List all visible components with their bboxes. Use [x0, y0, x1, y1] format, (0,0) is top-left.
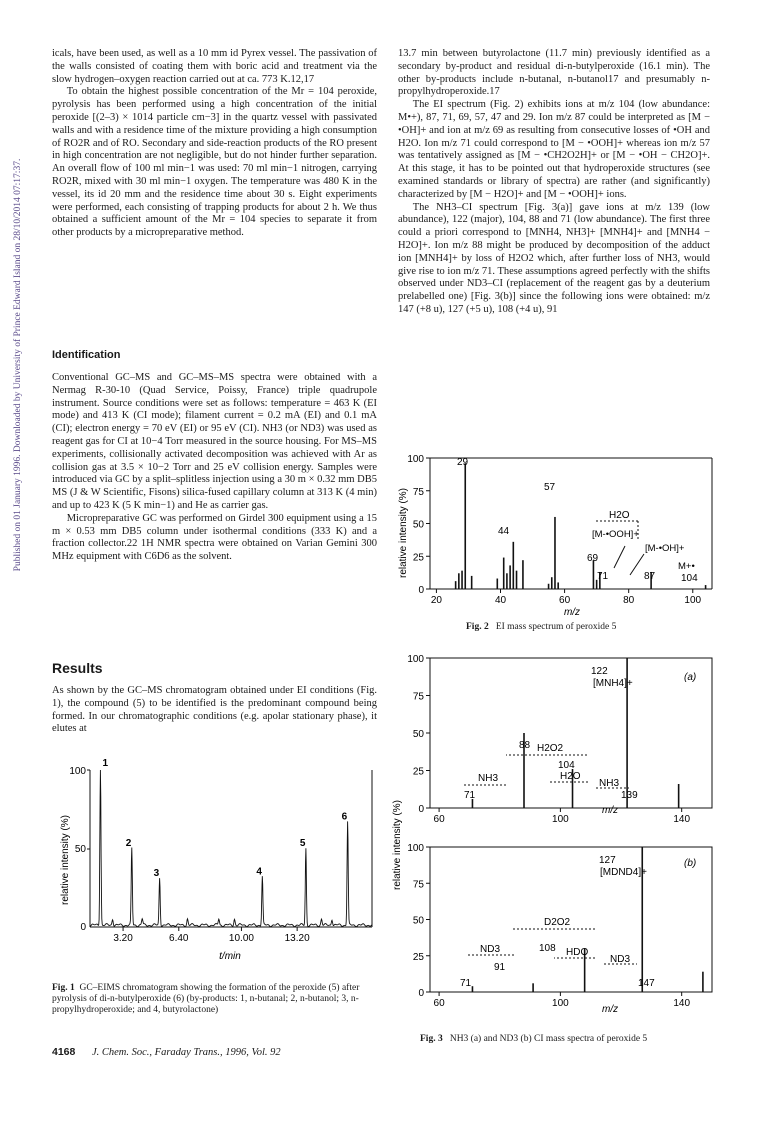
fig3b-nd3-left-label: ND3 [480, 944, 501, 955]
fig3a-mz-139: 139 [621, 790, 638, 801]
fig2-mz-87-label: 87 [644, 571, 656, 582]
ytick-label: 50 [412, 915, 424, 927]
fig3a-h2o2-label: H2O2 [537, 743, 564, 754]
fig1-ytick: 100 [69, 766, 86, 777]
ytick-label: 100 [407, 654, 424, 665]
fig1-xtick-label: 6.40 [169, 933, 189, 944]
journal-citation: J. Chem. Soc., Faraday Trans., 1996, Vol. 92 [91, 1047, 281, 1058]
fig2-ylabel: relative intensity (%) [398, 487, 409, 579]
paragraph: To obtain the highest possible concentration of the Mr = 104 peroxide, pyrolysis has been performed using a high concentration of the initial peroxide [(2–3) × 1014 particle cm−3] in the quartz vessel with passivated walls and with a residence time of the mixture providing a high consumption of RO2R and of RO. Secondary and side-reaction products of the RO present in high concentration are not negligible, but do not hinder further separation. An overall flow of 100 ml min−1 was used: 70 ml min−1 nitrogen, carrying RO2R, mixed with 30 ml min−1 oxygen. The temperature was 480 K in the vessel, its id 20 mm and the residence time about 30 s. Eight experiments were performed, each consisting of trapping products for about 2 h. We thus obtained a sufficient amount of the Mr = 104 species to separate it from other products by a micropreparative method. [52, 86, 377, 239]
fig3-caption [420, 1034, 647, 1045]
fig3b-hdo-label: HDO [566, 947, 589, 958]
fig1-peak-label: 4 [256, 866, 262, 878]
left-column-identification [52, 372, 377, 564]
fig2-caption-text: EI mass spectrum of peroxide 5 [495, 622, 617, 632]
xtick-label: 100 [684, 595, 702, 606]
xtick-label: 140 [673, 814, 691, 825]
fig2-xlabel: m/z [563, 607, 581, 618]
fig3b-mz-91: 91 [494, 962, 506, 973]
ytick-label: 75 [412, 691, 424, 703]
fig3b-ion-label: [MDND4]+ [600, 867, 647, 878]
results-paragraph: As shown by the GC–MS chromatogram obtained under EI conditions (Fig. 1), the compound (5) to be identified is the predominant compound being formed. In our chromatographic conditions (e.g. apolar stationary phase), it elutes at [52, 685, 377, 735]
ytick-label: 100 [407, 454, 424, 465]
fig2-arrow [614, 546, 625, 568]
fig3a-nh3-left-label: NH3 [478, 773, 499, 784]
fig3a-mz-104: 104 [558, 760, 575, 771]
fig2-m-oh-label: [M-•OH]+ [645, 543, 685, 554]
xtick-label: 60 [433, 814, 445, 825]
fig3a-nh3-right-label: NH3 [599, 778, 620, 789]
ytick-label: 50 [412, 519, 424, 531]
ytick-label: 50 [412, 729, 424, 740]
fig3b-mz-127: 127 [599, 855, 616, 866]
ytick-label: 75 [412, 879, 424, 891]
ytick-label: 100 [407, 843, 424, 854]
fig2-xticks [431, 589, 702, 606]
fig3a-yticks [407, 654, 430, 815]
fig1-ylabel: relative intensity (%) [60, 814, 71, 906]
fig3b-bars [472, 847, 702, 992]
fig3b-mz-71: 71 [460, 978, 472, 989]
fig2-m-ooh-label: [M-•OOH]+ [592, 529, 639, 540]
fig2-caption [466, 622, 616, 633]
fig3a-mz-71: 71 [464, 790, 476, 801]
fig1-peak-label: 6 [341, 811, 348, 823]
ytick-label: 75 [412, 486, 424, 498]
right-column [398, 48, 710, 317]
ytick-label: 0 [418, 585, 424, 596]
paragraph: Conventional GC–MS and GC–MS–MS spectra were obtained with a Nermag R-30-10 (Quad Service, Poissy, France) triple quadrupole instrument. Source conditions were set as follows: temperature = 463 K (EI mode) and 413 K (CI mode); filament current = 0.2 mA (EI) and 0.1 mA (CI); electron energy = 70 eV (EI) or 95 eV (CI). NH3 (or ND3) was used as reagent gas for CI at 10−4 Torr measured in the source housing. For MS–MS experiments, collisionally activated decomposition was achieved with Ar as collision gas at 3.5 × 10−2 Torr and 25 eV collision energy. Samples were introduced via GC by a split–splitless injection using a 30 m × 0.32 mm DB5 MS (J & W Scientific, Fisons) silica-fused capillary column at 313 K (4 min) and up to 423 K (5 K min−1) and He as carrier gas. [52, 372, 377, 511]
fig1-peak-labels [102, 758, 347, 879]
fig2-ei-spectrum [382, 443, 722, 618]
fig1-peak-label: 3 [153, 867, 160, 879]
fig3b-xlabel: m/z [602, 1004, 619, 1015]
xtick-label: 20 [430, 595, 442, 606]
fig1-caption [52, 983, 377, 1016]
fig3-ylabel: relative intensity (%) [392, 799, 403, 891]
paragraph: 13.7 min between butyrolactone (11.7 min) previously identified as a secondary by-product and residual di-n-butylperoxide (16.1 min). The other by-products include n-butanal, n-butanol17 and presumably n-propylhydroperoxide.17 [398, 48, 710, 98]
fig3a-h2o-label: H2O [560, 771, 581, 782]
fig1-peak-label: 2 [125, 838, 132, 850]
ytick-label: 25 [412, 951, 424, 963]
fig1-caption-label: Fig. 1 [52, 983, 75, 993]
xtick-label: 80 [623, 595, 635, 606]
xtick-label: 100 [552, 998, 569, 1009]
fig2-mz-29-label: 29 [457, 457, 469, 468]
fig1-caption-text: GC–EIMS chromatogram showing the formation of the peroxide (5) after pyrolysis of di-n-butylperoxide (6) (by-products: 1, n-butanal; 2, n-butanol; 3, n-propylhydroperoxide; and 4, butyrolactone) [52, 983, 360, 1015]
fig2-caption-label: Fig. 2 [466, 622, 489, 632]
section-heading-identification: Identification [52, 349, 121, 361]
fig2-m-plus-label: M+• [678, 561, 695, 572]
fig3b-mz-108: 108 [539, 943, 556, 954]
ytick-label: 0 [418, 988, 424, 999]
xtick-label: 60 [559, 595, 571, 606]
fig3a-mz-88: 88 [519, 740, 531, 751]
fig3-caption-text: NH3 (a) and ND3 (b) CI mass spectra of peroxide 5 [449, 1034, 648, 1044]
ytick-label: 0 [418, 804, 424, 815]
fig2-h2o-label: H2O [609, 510, 630, 521]
fig2-mz-71-label: 71 [597, 571, 609, 582]
fig3b-xticks [434, 992, 691, 1009]
ytick-label: 25 [412, 766, 424, 778]
xtick-label: 40 [494, 595, 507, 606]
fig1-chromatogram [60, 745, 385, 977]
paragraph: The NH3–CI spectrum [Fig. 3(a)] gave ions at m/z 139 (low abundance), 122 (major), 104, 88 and 71 (low abundance). The first three could a priori correspond to [MNH4, NH3]+ [MNH4]+ and [MNH4 − H2O]+. Ion m/z 88 might be produced by decomposition of the adduct ion [MNH4]+ by loss of H2O2 which, after further loss of NH3, would give rise to ion m/z 71. These assumptions agreed perfectly with the shifts observed under ND3–CI (replacement of the reagent gas by a deuterium prelabelled one) [Fig. 3(b)] since the following ions were obtained: m/z 147 (+8 u), 127 (+5 u), 108 (+4 u), 91 [398, 201, 710, 315]
fig1-ytick: 50 [74, 844, 86, 855]
fig1-xtick-label: 10.00 [228, 933, 254, 944]
fig1-xtick-label: 13.20 [284, 933, 310, 944]
download-watermark [0, 0, 23, 740]
fig2-mz-57-label: 57 [544, 482, 556, 493]
fig3a-xticks [434, 808, 691, 825]
paragraph: Micropreparative GC was performed on Girdel 300 equipment using a 15 m × 0.53 mm DB5 column under isothermal conditions (333 K) and a fraction collector.22 1H NMR spectra were obtained on Varian Gemini 300 MHz equipment with C6D6 as the solvent. [52, 512, 377, 563]
xtick-label: 100 [552, 814, 569, 825]
section-heading-results: Results [52, 660, 103, 676]
fig3b-mz-147: 147 [638, 978, 655, 989]
page-number: 4168 [52, 1046, 76, 1058]
xtick-label: 140 [673, 998, 691, 1009]
fig3b-d2o2-label: D2O2 [544, 917, 571, 928]
xtick-label: 60 [433, 998, 445, 1009]
fig2-bars [456, 463, 706, 589]
fig3a-mz-122: 122 [591, 666, 608, 677]
fig1-xtick-label: 3.20 [113, 933, 133, 944]
fig3a-xlabel: m/z [602, 805, 619, 816]
fig1-ytick: 0 [80, 922, 86, 933]
fig3a-bars [472, 658, 678, 808]
left-column [52, 48, 377, 240]
fig1-peak-label: 1 [102, 758, 109, 769]
page-footer [52, 1046, 281, 1058]
fig2-mz-44-label: 44 [498, 526, 510, 537]
fig1-xlabel: t/min [219, 951, 241, 962]
paragraph: icals, have been used, as well as a 10 mm id Pyrex vessel. The passivation of the walls consisted of coating them with boric acid and treatment via the slow hydrogen–oxygen reaction carried out at ca. 773 K.12,17 [52, 48, 377, 85]
fig1-xticks [113, 927, 310, 944]
fig2-mz-104-label: 104 [681, 573, 698, 584]
fig3b-panel-label: (b) [684, 858, 697, 869]
fig2-arrow [630, 554, 644, 575]
fig1-peak-label: 5 [299, 838, 306, 850]
fig3a-ion-label: [MNH4]+ [593, 678, 633, 689]
fig3a-panel-label: (a) [684, 672, 697, 683]
fig3b-frame [430, 847, 712, 992]
fig2-yticks [407, 454, 430, 596]
fig3-caption-label: Fig. 3 [420, 1034, 443, 1044]
paragraph: The EI spectrum (Fig. 2) exhibits ions at m/z 104 (low abundance: M•+), 87, 71, 69, 57, 47 and 29. Ion m/z 87 could be interpreted as [M − •OH]+ and ion at m/z 69 as resulting from consecutive losses of •OH and H2O. Ion m/z 71 could correspond to [M − •OOH]+ whereas ion m/z 57 was tentatively assigned as [M − •CH2O2H]+ or [M − •OH − CH2O]+. At this stage, it has to be pointed out that hydroperoxide structures (see examined standards or library of spectra) are rather (and significantly) characterized by [M − H2O]+ and [M − •OOH]+ ions. [398, 99, 710, 200]
fig1-trace [90, 770, 372, 927]
fig3-ci-spectra [382, 650, 722, 1030]
fig2-mz-69-label: 69 [587, 553, 599, 564]
fig3b-nd3-right-label: ND3 [610, 954, 631, 965]
ytick-label: 25 [412, 552, 424, 564]
download-notice: Published on 01 January 1996. Downloaded by University of Prince Edward Island on 28/10/2014 07:17:37. [13, 158, 23, 572]
fig2-annotations [592, 510, 695, 575]
fig3b-yticks [407, 843, 430, 999]
